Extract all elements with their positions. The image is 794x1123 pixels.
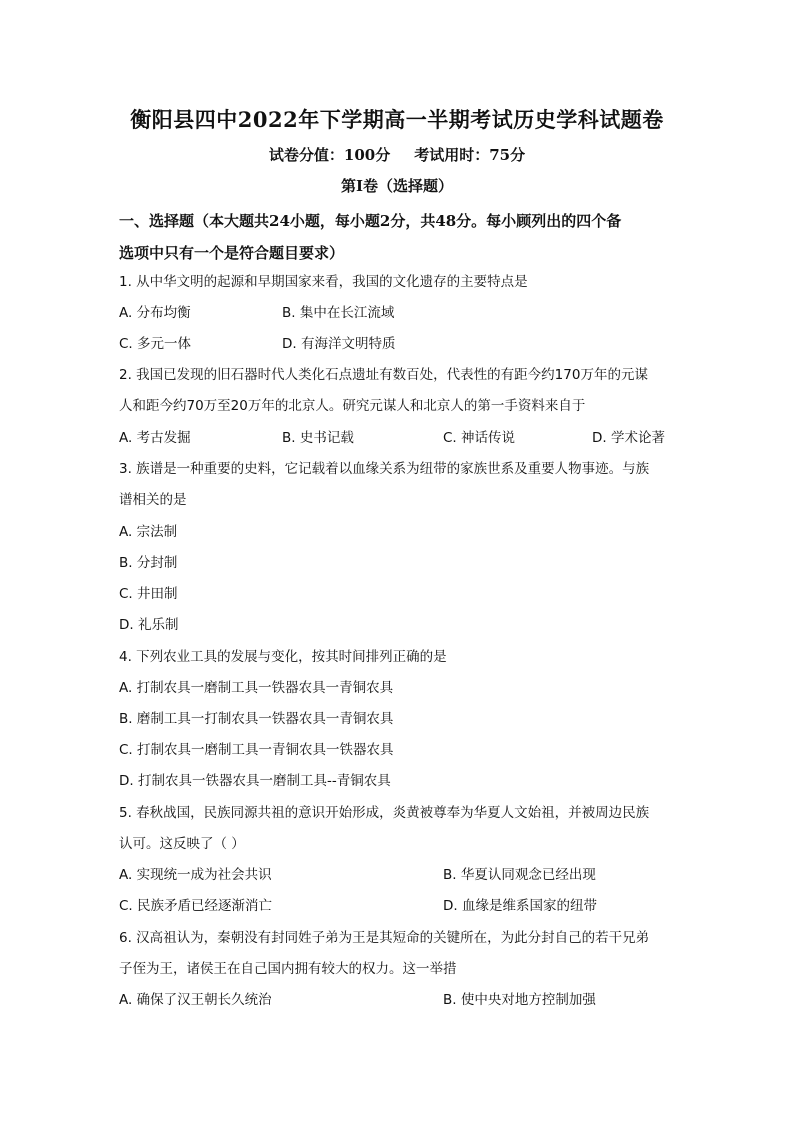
q5-option-b[interactable]: B. 华夏认同观念已经出现 [443,867,596,883]
q4-option-b[interactable]: B. 磨制工具一打制农具一铁器农具一青铜农具 [119,711,394,727]
q5-stem-line-1: 5. 春秋战国，民族同源共祖的意识开始形成，炎黄被尊奉为华夏人文始祖，并被周边民族 [119,805,650,821]
exam-score: 试卷分值：100分 [268,146,391,164]
q2-option-d[interactable]: D. 学术论著 [592,430,665,446]
q6-stem-line-1: 6. 汉高祖认为，秦朝没有封同姓子弟为王是其短命的关键所在，为此分封自己的若干兄弟 [119,930,650,946]
part-instructions-line-2: 选项中只有一个是符合题目要求） [119,244,345,262]
part-instructions [119,205,679,269]
q2-option-c[interactable]: C. 神话传说 [443,430,516,446]
q3-stem-line-2: 谱相关的是 [119,492,187,508]
q5-option-a[interactable]: A. 实现统一成为社会共识 [119,867,272,883]
q2-option-a[interactable]: A. 考古发掘 [119,430,191,446]
q4-stem: 4. 下列农业工具的发展与变化，按其时间排列正确的是 [119,649,447,665]
q6-stem-line-2: 子侄为王，诸侯王在自己国内拥有较大的权力。这一举措 [119,961,457,977]
exam-meta [0,144,794,165]
q1-option-d[interactable]: D. 有海洋文明特质 [282,336,396,352]
q5-option-d[interactable]: D. 血缘是维系国家的纽带 [443,898,597,914]
q3-option-c[interactable]: C. 井田制 [119,586,178,602]
q4-option-c[interactable]: C. 打制农具一磨制工具一青铜农具一铁器农具 [119,742,394,758]
q2-stem-line-2: 人和距今约70万至20万年的北京人。研究元谋人和北京人的第一手资料来自于 [119,398,586,414]
part-instructions-line-1: 一、选择题（本大题共24小题，每小题2分，共48分。每小顾列出的四个备 [119,212,622,230]
q2-stem-line-1: 2. 我国已发现的旧石器时代人类化石点遗址有数百处，代表性的有距今约170万年的元谋 [119,367,648,383]
q4-option-a[interactable]: A. 打制农具一磨制工具一铁器农具一青铜农具 [119,680,394,696]
q1-option-b[interactable]: B. 集中在长江流域 [282,305,395,321]
section-heading: 第Ⅰ卷（选择题） [340,177,454,195]
page-title: 衡阳县四中2022年下学期高一半期考试历史学科试题卷 [130,107,664,132]
q1-option-c[interactable]: C. 多元一体 [119,336,192,352]
q4-option-d[interactable]: D. 打制农具一铁器农具一磨制工具--青铜农具 [119,773,391,789]
q3-option-b[interactable]: B. 分封制 [119,555,178,571]
q5-option-c[interactable]: C. 民族矛盾已经逐渐消亡 [119,898,273,914]
q2-option-b[interactable]: B. 史书记载 [282,430,354,446]
q3-stem-line-1: 3. 族谱是一种重要的史料，它记载着以血缘关系为纽带的家族世系及重要人物事迹。与族 [119,461,650,477]
q1-option-a[interactable]: A. 分布均衡 [119,305,191,321]
q5-stem-line-2: 认可。这反映了（ ） [119,836,245,852]
q3-option-d[interactable]: D. 礼乐制 [119,617,179,633]
q6-option-b[interactable]: B. 使中央对地方控制加强 [443,992,596,1008]
exam-time: 考试用时：75分 [414,146,526,164]
q6-option-a[interactable]: A. 确保了汉王朝长久统治 [119,992,272,1008]
q1-stem: 1. 从中华文明的起源和早期国家来看，我国的文化遗存的主要特点是 [119,274,528,290]
q3-option-a[interactable]: A. 宗法制 [119,524,178,540]
